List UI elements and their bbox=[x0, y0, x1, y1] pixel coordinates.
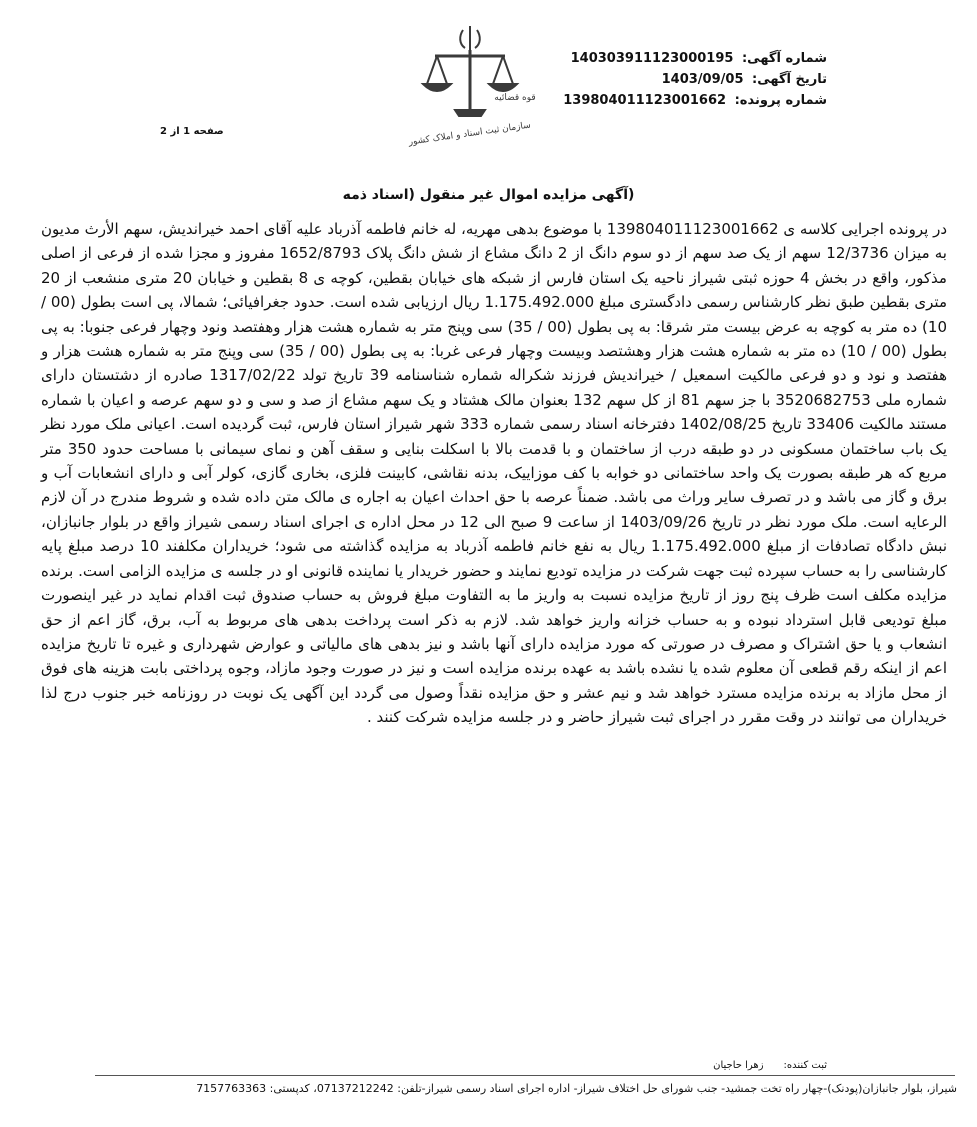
submitter-label: ثبت کننده: bbox=[783, 1060, 827, 1071]
file-number: 139804011123001662 bbox=[563, 93, 727, 108]
notice-number: 140303911123000195 bbox=[570, 51, 734, 66]
notice-number-label: شماره آگهی: bbox=[741, 51, 827, 66]
logo-text-top: قوه قضائیه bbox=[494, 93, 536, 103]
judiciary-emblem bbox=[395, 18, 545, 148]
notice-date-label: تاریخ آگهی: bbox=[752, 72, 827, 87]
document-title: (آگهی مزایده اموال غیر منقول (اسناد ذمه bbox=[342, 187, 635, 203]
notice-date: 1403/09/05 bbox=[661, 72, 744, 87]
page-count: صفحه 1 از 2 bbox=[160, 126, 224, 137]
notice-meta bbox=[527, 48, 827, 111]
submitter-name: زهرا حاجیان bbox=[713, 1060, 764, 1071]
scales-of-justice-icon bbox=[395, 18, 545, 148]
office-address: شیراز، بلوار جانبازان(پودنک)-چهار راه تخت جمشید- جنب شورای حل اختلاف شیراز- اداره اجرای اسناد رسمی شیراز-تلفن: 07137212242، کدپستی: 7157763363 bbox=[196, 1082, 957, 1095]
footer-divider bbox=[95, 1075, 955, 1076]
logo-text-bottom: سازمان ثبت اسناد و املاک کشور bbox=[408, 120, 532, 148]
notice-date-row bbox=[527, 69, 827, 90]
submitter bbox=[693, 1060, 827, 1071]
file-number-label: شماره پرونده: bbox=[734, 93, 827, 108]
file-number-row bbox=[527, 90, 827, 111]
notice-number-row bbox=[527, 48, 827, 69]
notice-body: در پرونده اجرایی کلاسه ی 139804011123001662 با موضوع بدهی مهریه، له خانم فاطمه آذرباد علیه آقای احمد خیراندیش، سهم الأرث مدیون به میزان 12/3736 سهم از یک صد سهم از دو سوم دانگ از 2 دانگ مشاع از شش دانگ پلاک 1652/8793 مفروز و مجزا شده از فرعی از اصلی مذکور، واقع در بخش 4 حوزه ثبتی شیراز ناحیه یک استان فارس از شبکه های خیابان بقطین، کوچه ی 8 بقطین و خیابان 20 متری منشعب از 20 متری بقطین طبق نظر کارشناس رسمی دادگستری مبلغ 1.175.492.000 ریال ارزیابی شده است. حدود جغرافیائی؛ شمالا، پی است بطول (00 / 10) ده متر به کوچه به عرض بیست متر شرقا: به پی بطول (00 / 35) سی وپنج متر به شماره هشت هزار وهفتصد ونود وچهار فرعی جنوبا: به پی بطول (00 / 10) ده متر به شماره هشت هزار وهشتصد وبیست وچهار فرعی غربا: به پی بطول (00 / 35) سی وپنج متر به شماره هشت هزار و هفتصد و نود و دو فرعی مالکیت اسمعیل / خیراندیش فرزند شکراله شماره شناسنامه 39 تاریخ تولد 1317/02/22 صادره از دشتستان دارای شماره ملی 3520682753 با جز سهم 81 از کل سهم 132 بعنوان مالک هشتاد و یک سهم مشاع از صد و سی و دو سهم عرصه و اعیان با شماره مستند مالکیت 33406 تاریخ 1402/08/25 دفترخانه اسناد رسمی شماره 333 شهر شیراز استان فارس، ثبت گردیده است. اعیانی ملک مورد نظر یک باب ساختمان مسکونی در دو طبقه درب از ساختمان و با قدمت بالا با اسکلت بنایی و سقف آهن و نمای سیمانی با مساحت حدود 350 متر مربع که هر طبقه بصورت یک واحد ساختمانی دو خوابه با کف موزاییک، بدنه نقاشی، کابینت فلزی، بخاری گازی، کولر آبی و دارای انشعابات آب و برق و گاز می باشد و در تصرف سایر وراث می باشد. ضمناً عرصه با حق احداث اعیان به اجاره ی مالک متن داده شده و شروط مندرج در آن لازم الرعایه است. ملک مورد نظر در تاریخ 1403/09/26 از ساعت 9 صبح الی 12 در محل اداره ی اجرای اسناد رسمی شیراز واقع در بلوار جانبازان، نبش دادگاه تصادفات از مبلغ 1.175.492.000 ریال به نفع خانم فاطمه آذرباد به مزایده گذاشته می شود؛ خریداران مکلفند 10 درصد مبلغ پایه کارشناسی را به حساب سپرده ثبت جهت شرکت در مزایده تودیع نمایند و حضور خریدار یا نماینده قانونی او در جلسه ی مزایده الزامی است. برنده مزایده مکلف است ظرف پنج روز از تاریخ مزایده نسبت به واریز ما به التفاوت مبلغ فروش به حساب صندوق ثبت اقدام نماید در غیر اینصورت مبلغ تودیعی قابل استرداد نبوده و به حساب خزانه واریز خواهد شد. لازم به ذکر است پرداخت بدهی های مربوط به آب، برق، گاز اعم از حق انشعاب و یا حق اشتراک و مصرف در صورتی که مورد مزایده دارای آنها باشد و نیز بدهی های مالیاتی و عوارض شهرداری و غیره تا تاریخ مزایده اعم از اینکه رقم قطعی آن معلوم شده یا نشده باشد به عهده برنده مزایده است و نیز در صورت وجود مازاد، وجوه پرداختی بابت هزینه های فوق از محل مازاد به برنده مزایده مسترد خواهد شد و نیم عشر و حق مزایده نقداً وصول می گردد این آگهی یک نوبت در روزنامه خبر جنوب درج لذا خریداران می توانند در وقت مقرر در اجرای ثبت شیراز حاضر و در جلسه مزایده شرکت کنند . bbox=[41, 220, 948, 727]
